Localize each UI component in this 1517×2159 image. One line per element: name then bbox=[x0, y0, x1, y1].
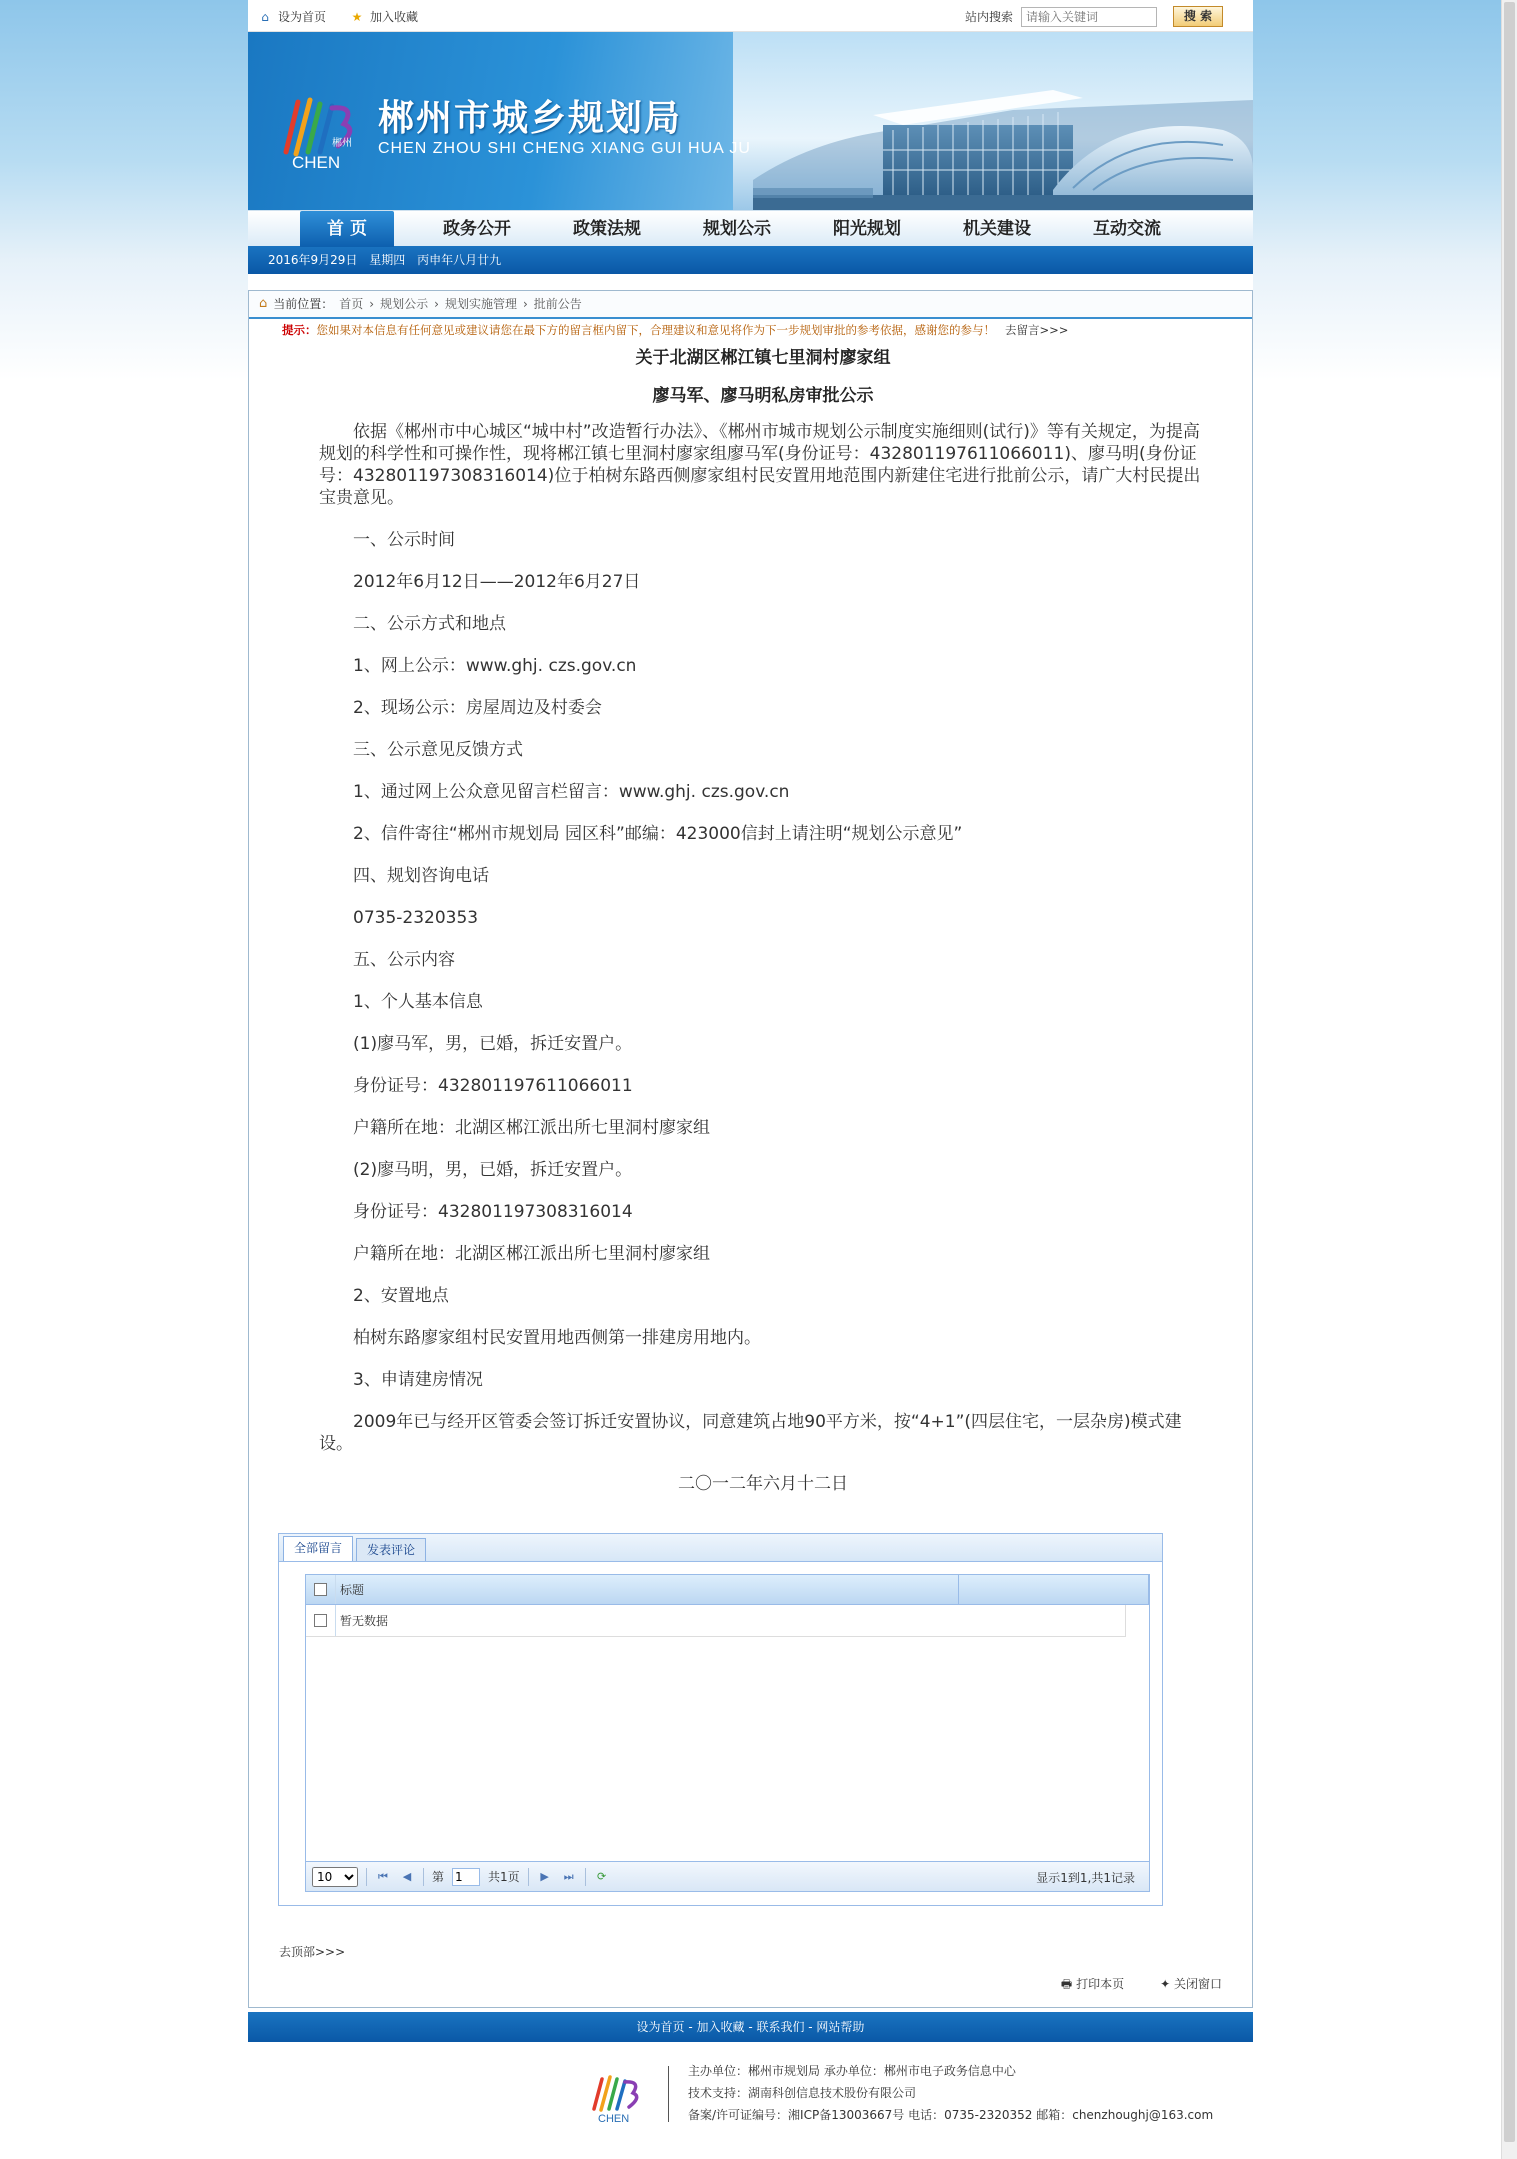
tab-post-comment[interactable]: 发表评论 bbox=[356, 1538, 426, 1561]
page-actions bbox=[1061, 1975, 1222, 1996]
comment-panel bbox=[278, 1533, 1163, 1906]
search-button[interactable]: 搜 索 bbox=[1173, 6, 1223, 27]
article-paragraph: 身份证号：432801197611066011 bbox=[353, 1076, 633, 1096]
page-size-select[interactable] bbox=[312, 1867, 358, 1887]
article-paragraph: 1、网上公示：www.ghj. czs.gov.cn bbox=[353, 656, 637, 676]
stadium-illustration bbox=[753, 70, 1253, 210]
home-icon: ⌂ bbox=[259, 296, 268, 311]
article-paragraph: 户籍所在地：北湖区郴江派出所七里洞村廖家组 bbox=[353, 1118, 710, 1138]
nav-item-home[interactable]: 首 页 bbox=[300, 211, 394, 247]
chevron-right-icon: › bbox=[522, 297, 528, 311]
site-title-en: CHEN ZHOU SHI CHENG XIANG GUI HUA JU bbox=[378, 140, 751, 157]
footer-links[interactable]: 设为首页 - 加入收藏 - 联系我们 - 网站帮助 bbox=[248, 2012, 1253, 2042]
article-paragraph: (1)廖马军，男，已婚，拆迁安置户。 bbox=[353, 1034, 633, 1054]
article-paragraph: 2、信件寄往“郴州市规划局 园区科”邮编：423000信封上请注明“规划公示意见” bbox=[353, 824, 963, 844]
breadcrumb-item-pre-approval[interactable]: 批前公告 bbox=[533, 297, 582, 311]
nav-item-government-affairs[interactable]: 政务公开 bbox=[443, 219, 511, 239]
site-banner bbox=[248, 32, 1253, 210]
grid-header bbox=[306, 1575, 1149, 1605]
go-top-link[interactable]: 去顶部>>> bbox=[279, 1945, 346, 1959]
footer-divider bbox=[668, 2066, 669, 2122]
article-title-line1: 关于北湖区郴江镇七里洞村廖家组 bbox=[635, 348, 891, 368]
article-paragraph: 身份证号：432801197308316014 bbox=[353, 1202, 633, 1222]
content-box bbox=[248, 290, 1253, 2008]
column-extra bbox=[959, 1575, 1149, 1604]
nav-item-sunshine-planning[interactable]: 阳光规划 bbox=[833, 219, 901, 239]
date-bar bbox=[248, 246, 1253, 274]
current-weekday: 星期四 bbox=[369, 253, 406, 267]
close-window-button[interactable] bbox=[1160, 1975, 1222, 1996]
article-paragraph: 3、申请建房情况 bbox=[353, 1370, 483, 1390]
article-paragraph: 户籍所在地：北湖区郴江派出所七里洞村廖家组 bbox=[353, 1244, 710, 1264]
breadcrumb-label: 当前位置： bbox=[273, 297, 334, 311]
tab-all-comments[interactable]: 全部留言 bbox=[283, 1536, 353, 1561]
add-favorite-link[interactable]: 加入收藏 bbox=[370, 10, 419, 24]
column-title[interactable]: 标题 bbox=[336, 1575, 960, 1604]
article-paragraph: 五、公示内容 bbox=[353, 950, 455, 970]
grid-pager bbox=[306, 1861, 1149, 1891]
comment-grid bbox=[305, 1574, 1150, 1892]
article-paragraph: 一、公示时间 bbox=[353, 530, 455, 550]
logo-chen-text: CHEN bbox=[292, 153, 341, 172]
site-title-cn: 郴州市城乡规划局 bbox=[378, 98, 683, 139]
top-bar bbox=[248, 0, 1253, 32]
home-icon: ⌂ bbox=[261, 9, 269, 24]
record-info: 显示1到1,共1记录 bbox=[1036, 1871, 1135, 1885]
next-page-icon[interactable]: ▶ bbox=[540, 1869, 549, 1883]
article-paragraph: 0735-2320353 bbox=[353, 908, 479, 928]
logo-small-text: 郴州 bbox=[332, 138, 352, 149]
site-logo bbox=[276, 82, 366, 172]
article-paragraph: 四、规划咨询电话 bbox=[353, 866, 489, 886]
print-page-button[interactable] bbox=[1061, 1975, 1124, 1996]
prev-page-icon[interactable]: ◀ bbox=[402, 1869, 412, 1883]
go-comment-link[interactable]: 去留言>>> bbox=[1005, 323, 1069, 337]
article-paragraph: 2、现场公示：房屋周边及村委会 bbox=[353, 698, 602, 718]
current-date: 2016年9月29日 bbox=[268, 253, 358, 267]
nav-item-agency-building[interactable]: 机关建设 bbox=[963, 219, 1031, 239]
breadcrumb-item-notice[interactable]: 规划公示 bbox=[380, 297, 429, 311]
article-paragraph: 2009年已与经开区管委会签订拆迁安置协议，同意建筑占地90平方米，按“4+1”(四层住宅，一层杂房)模式建设。 bbox=[319, 1412, 1182, 1454]
print-label: 打印本页 bbox=[1076, 1977, 1125, 1991]
nav-item-planning-notice[interactable]: 规划公示 bbox=[703, 219, 771, 239]
scrollbar-thumb[interactable] bbox=[1504, 2, 1515, 2142]
footer-host: 主办单位：郴州市规划局 承办单位：郴州市电子政务信息中心 bbox=[688, 2064, 1016, 2078]
chevron-right-icon: › bbox=[369, 297, 375, 311]
page-total: 共1页 bbox=[488, 1870, 520, 1884]
article-paragraph: 1、通过网上公众意见留言栏留言：www.ghj. czs.gov.cn bbox=[353, 782, 790, 802]
tip-label: 提示： bbox=[282, 323, 317, 337]
row-checkbox[interactable] bbox=[314, 1614, 327, 1627]
tip-text: 您如果对本信息有任何意见或建议请您在最下方的留言框内留下，合理建议和意见将作为下一步规划审批的参考依据，感谢您的参与！ bbox=[316, 323, 995, 337]
printer-icon: 🖶 bbox=[1060, 1977, 1073, 1991]
article-paragraph: 柏树东路廖家组村民安置用地西侧第一排建房用地内。 bbox=[353, 1328, 761, 1348]
close-label: 关闭窗口 bbox=[1173, 1977, 1222, 1991]
article bbox=[249, 343, 1252, 1495]
footer-logo bbox=[588, 2065, 648, 2125]
breadcrumb bbox=[249, 291, 1252, 319]
nav-item-interaction[interactable]: 互动交流 bbox=[1093, 219, 1161, 239]
breadcrumb-item-implementation[interactable]: 规划实施管理 bbox=[444, 297, 517, 311]
article-paragraph: 二、公示方式和地点 bbox=[353, 614, 506, 634]
main-nav bbox=[248, 210, 1253, 246]
select-all-checkbox[interactable] bbox=[314, 1583, 327, 1596]
footer-logo-text: CHEN bbox=[598, 2113, 630, 2125]
page-number-input[interactable] bbox=[452, 1868, 480, 1886]
first-page-icon[interactable]: ⏮ bbox=[378, 1869, 388, 1883]
article-paragraph: 1、个人基本信息 bbox=[353, 992, 483, 1012]
article-paragraph: 2012年6月12日——2012年6月27日 bbox=[353, 572, 641, 592]
lunar-date: 丙申年八月廿九 bbox=[417, 253, 502, 267]
article-date: 二〇一二年六月十二日 bbox=[678, 1474, 848, 1494]
breadcrumb-item-home[interactable]: 首页 bbox=[339, 297, 364, 311]
footer-icp: 备案/许可证编号：湘ICP备13003667号 电话：0735-2320352 邮箱：chenzhoughj@163.com bbox=[688, 2108, 1214, 2122]
article-paragraph: 三、公示意见反馈方式 bbox=[353, 740, 523, 760]
page-label: 第 bbox=[432, 1870, 445, 1884]
page-wrapper bbox=[248, 0, 1253, 2159]
footer-info bbox=[688, 2060, 1213, 2126]
empty-row-text: 暂无数据 bbox=[340, 1614, 389, 1628]
table-row[interactable] bbox=[306, 1605, 1126, 1637]
comment-tabs bbox=[279, 1534, 1162, 1562]
chevron-right-icon: › bbox=[434, 297, 439, 311]
last-page-icon[interactable]: ⏭ bbox=[563, 1869, 574, 1883]
nav-item-policies[interactable]: 政策法规 bbox=[573, 219, 641, 239]
comment-tip bbox=[249, 319, 1252, 341]
set-home-link[interactable]: 设为首页 bbox=[278, 10, 327, 24]
article-paragraph: (2)廖马明，男，已婚，拆迁安置户。 bbox=[353, 1160, 633, 1180]
refresh-icon[interactable]: ⟳ bbox=[597, 1869, 607, 1883]
star-icon: ★ bbox=[351, 9, 363, 24]
close-icon: ✦ bbox=[1160, 1977, 1171, 1991]
search-input[interactable] bbox=[1021, 7, 1157, 27]
article-paragraph: 依据《郴州市中心城区“城中村”改造暂行办法》、《郴州市城市规划公示制度实施细则(试行)》等有关规定，为提高规划的科学性和可操作性，现将郴江镇七里洞村廖家组廖马军(身份证号：432801197611066011)、廖马明(身份证号：432801197308316014)位于柏树东路西侧廖家组村民安置用地范围内新建住宅进行批前公示，请广大村民提出宝贵意见。 bbox=[319, 422, 1201, 508]
search-label: 站内搜索 bbox=[964, 10, 1013, 24]
article-title-line2: 廖马军、廖马明私房审批公示 bbox=[652, 386, 874, 406]
page-scrollbar[interactable] bbox=[1501, 0, 1517, 2159]
article-paragraph: 2、安置地点 bbox=[353, 1286, 449, 1306]
footer-support: 技术支持：湖南科创信息技术股份有限公司 bbox=[688, 2086, 917, 2100]
